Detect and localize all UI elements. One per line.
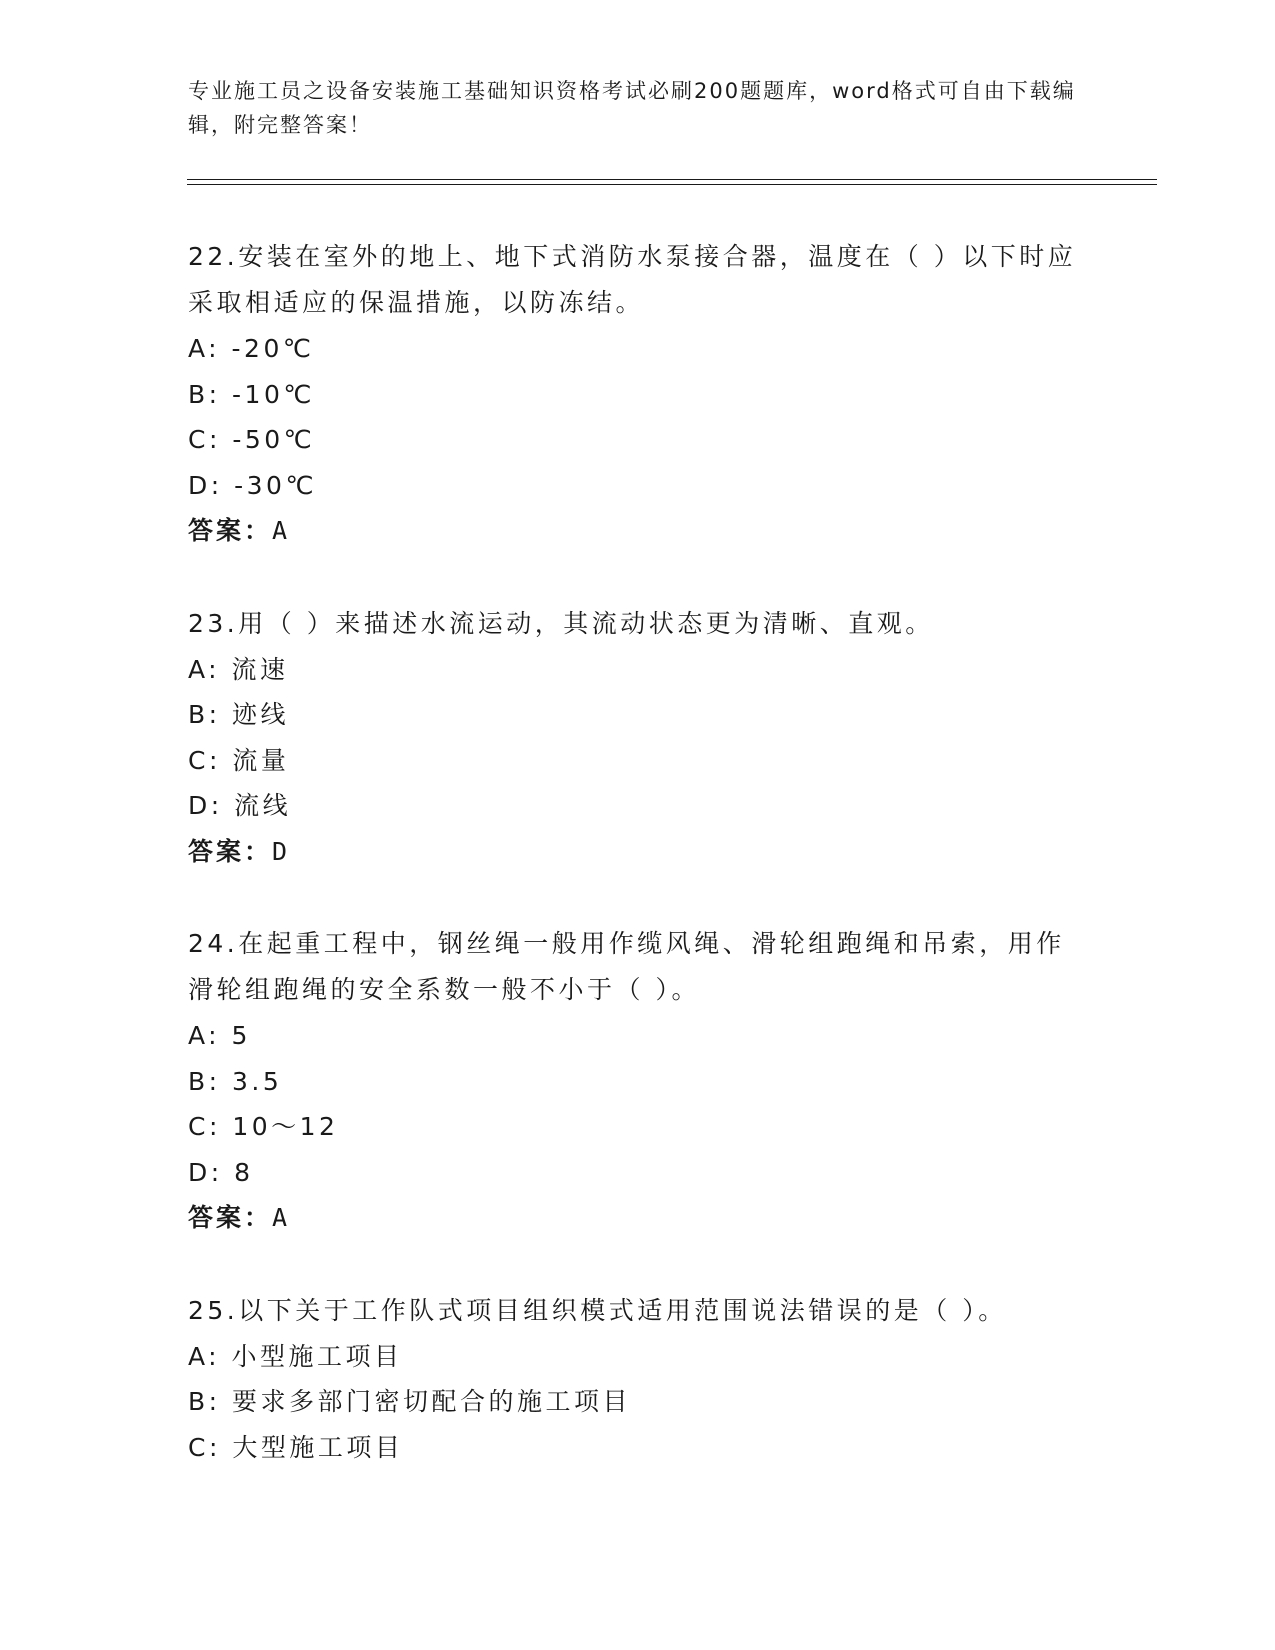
question-23 <box>188 601 1088 875</box>
option-a: A: 小型施工项目 <box>188 1341 403 1371</box>
answer-line <box>188 829 1088 875</box>
option-c: C: 大型施工项目 <box>188 1432 404 1462</box>
option-c: C: -50℃ <box>188 425 316 454</box>
answer-value: A <box>272 516 291 545</box>
answer-value: D <box>272 836 291 866</box>
option-a: A: 流速 <box>188 654 289 684</box>
question-stem: 25.以下关于工作队式项目组织模式适用范围说法错误的是（ ）。 <box>188 1295 1007 1325</box>
option-d: D: 8 <box>188 1157 254 1187</box>
answer-label: 答案： <box>188 836 273 866</box>
question-list <box>188 234 1088 1517</box>
question-25 <box>188 1288 1088 1471</box>
document-header: 专业施工员之设备安装施工基础知识资格考试必刷200题题库，word格式可自由下载编辑，附完整答案！ <box>188 79 1076 137</box>
option-a: A: -20℃ <box>188 334 315 363</box>
header-divider-top <box>187 179 1157 180</box>
option-a: A: 5 <box>188 1021 251 1050</box>
question-24 <box>188 921 1088 1241</box>
question-stem: 23.用（ ）来描述水流运动，其流动状态更为清晰、直观。 <box>188 608 934 638</box>
option-c: C: 10～12 <box>188 1112 339 1141</box>
option-d: D: -30℃ <box>188 470 318 500</box>
option-b: B: 迹线 <box>188 700 290 729</box>
answer-label: 答案： <box>188 1203 273 1232</box>
option-d: D: 流线 <box>188 791 292 820</box>
answer-line <box>188 508 1088 554</box>
answer-label: 答案： <box>188 516 273 545</box>
option-b: B: 3.5 <box>188 1066 283 1096</box>
option-b: B: 要求多部门密切配合的施工项目 <box>188 1387 632 1416</box>
option-b: B: -10℃ <box>188 379 315 409</box>
header-divider-bottom <box>187 184 1157 185</box>
option-c: C: 流量 <box>188 745 290 775</box>
answer-line <box>188 1195 1088 1241</box>
answer-value: A <box>272 1203 291 1232</box>
question-22 <box>188 234 1088 554</box>
question-stem: 24.在起重工程中，钢丝绳一般用作缆风绳、滑轮组跑绳和吊索，用作滑轮组跑绳的安全系数一般不小于（ ）。 <box>188 929 1065 1004</box>
question-stem: 22.安装在室外的地上、地下式消防水泵接合器，温度在（ ）以下时应采取相适应的保温措施，以防冻结。 <box>188 242 1077 317</box>
